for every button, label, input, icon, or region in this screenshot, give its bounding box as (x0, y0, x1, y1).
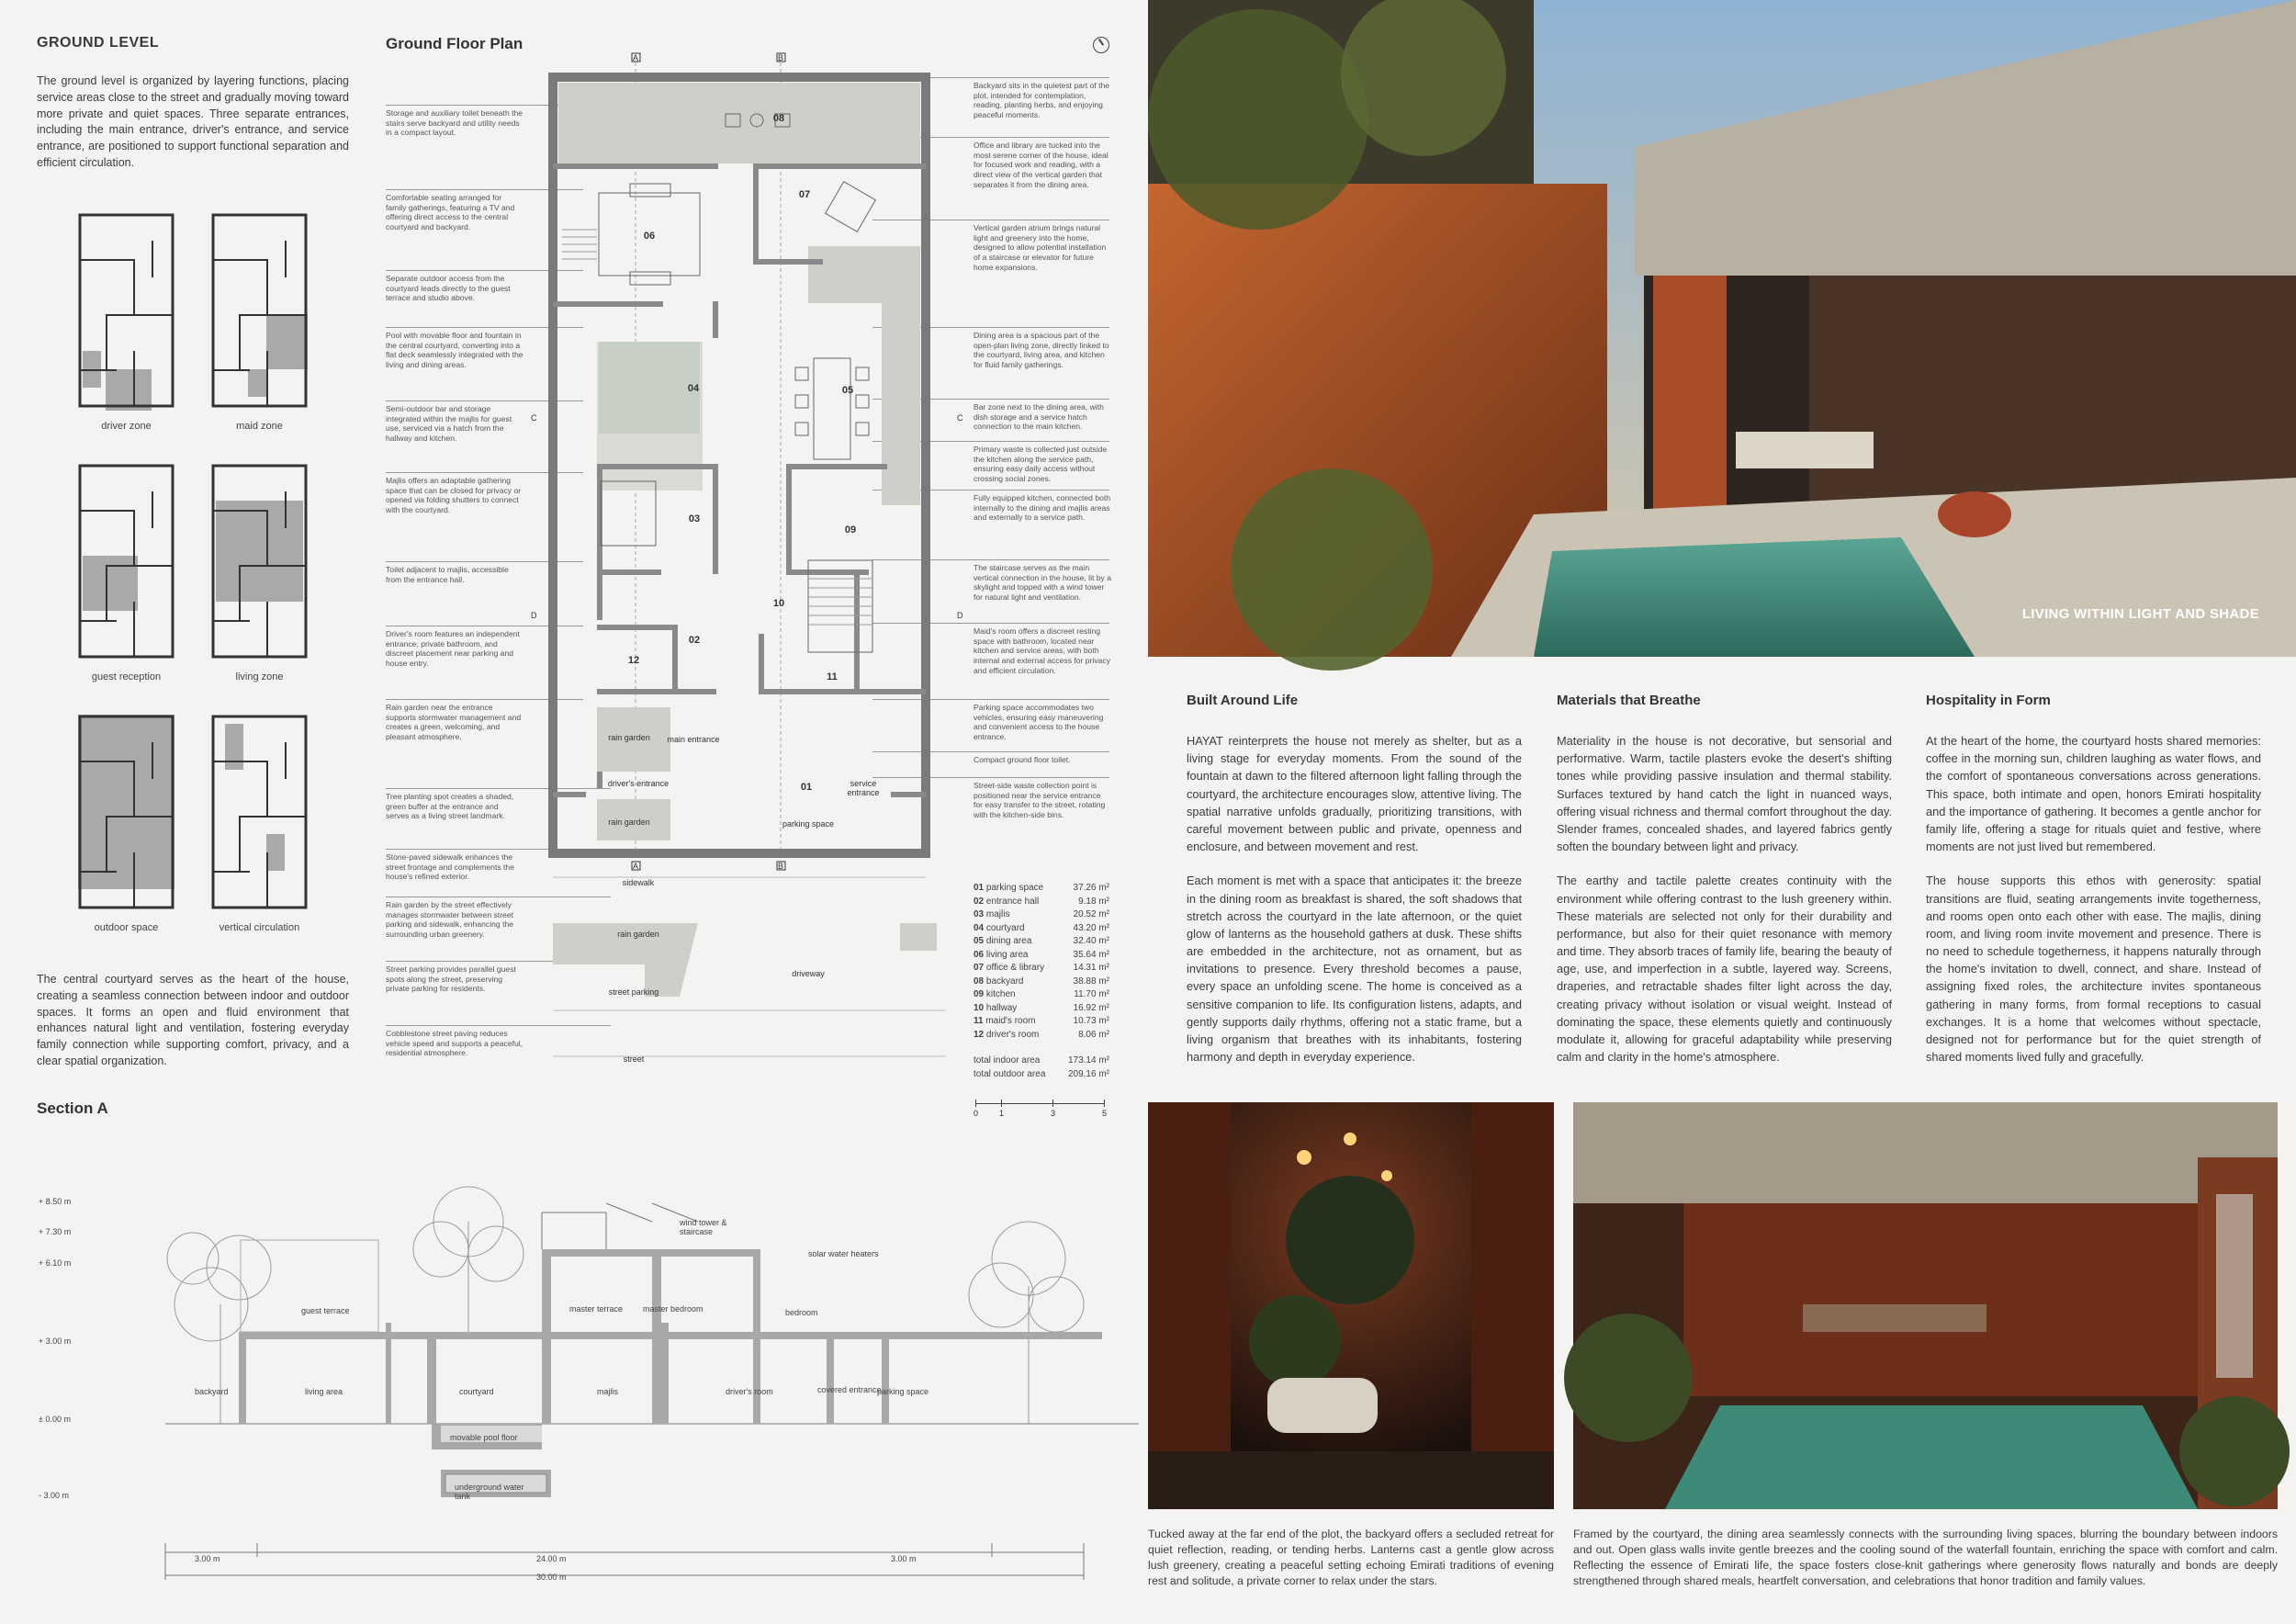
section-title: Section A (37, 1100, 108, 1117)
level-marker: + 8.50 m (39, 1197, 72, 1206)
room-area: 16.92 m² (1073, 1002, 1109, 1013)
hero-caption: LIVING WITHIN LIGHT AND SHADE (2021, 606, 2259, 622)
room-name: 01 parking space (974, 883, 1044, 893)
plan-note-left: Separate outdoor access from the courtyard leads directly to the guest terrace and studio above. (386, 274, 511, 303)
room-area: 10.73 m² (1073, 1016, 1109, 1026)
section-label: living area (305, 1387, 343, 1396)
room-name: 10 hallway (974, 1002, 1018, 1013)
dining-caption: Framed by the courtyard, the dining area seamlessly connects with the surrounding living spaces, blurring the boundary between indoors and out. Open glass walls invite gentle breezes and the cooling sound of the waterfall fountain, enriching the space with comfort and calm. Reflecting the essence of Emirati life, the space fosters close-knit gatherings where generosity flows naturally and bonds are deeply strengthened through shared meals, heartfelt conversation, and celebrations that honor tradition and family values. (1573, 1528, 2278, 1587)
room-label-03: 03 (688, 513, 701, 524)
plan-marker-b-bottom: B (778, 862, 784, 871)
plan-note-left: Majlis offers an adaptable gathering space that can be closed for privacy or opened via folding shutters to connect with the courtyard. (386, 476, 522, 515)
room-row (974, 1002, 1109, 1016)
room-code: 01 (974, 883, 985, 893)
ground-floor-plan (531, 46, 964, 1084)
column-heading: Materials that Breathe (1557, 693, 1701, 708)
plan-note-right: Primary waste is collected just outside the kitchen along the service path, ensuring easy daily access without crossing social zones. (974, 445, 1108, 484)
column-heading: Built Around Life (1187, 693, 1299, 708)
section-label: wind tower & staircase (680, 1218, 727, 1236)
room-area: 20.52 m² (1073, 909, 1109, 919)
room-row (974, 1015, 1109, 1029)
plan-note-left: Pool with movable floor and fountain in the central courtyard, converting into a flat deck seamlessly integrated with the living and dining areas. (386, 331, 523, 370)
zone-label: maid zone (236, 421, 283, 432)
room-label-09: 09 (844, 524, 857, 536)
room-label-04: 04 (687, 383, 700, 394)
zone-label: outdoor space (94, 922, 159, 933)
plan-title: Ground Floor Plan (386, 35, 523, 52)
column-paragraph: Materiality in the house is not decorative, but sensorial and performative. Warm, tactile plasters evoke the desert's shifting tones while providing passive insulation and thermal stability. Surfaces textured by hand catch the light in nuanced ways, offering visual richness and thermal comfort throughout the day. Slender frames, concealed shades, and layered fabrics gently soften the boundary between light and privacy. (1557, 734, 1892, 854)
label-rain-garden-2: rain garden (608, 818, 650, 827)
plan-note-left: Rain garden near the entrance supports stormwater management and creates a green, welcoming, and pleasant atmosphere. (386, 703, 522, 742)
zone-diagram-5 (78, 715, 179, 933)
room-area: 32.40 m² (1073, 936, 1109, 946)
section-label: master bedroom (643, 1304, 703, 1314)
room-area: 35.64 m² (1073, 949, 1109, 960)
backyard-caption: Tucked away at the far end of the plot, the backyard offers a secluded retreat for quiet reflection, reading, or tending herbs. Lanterns cast a gentle glow across lush greenery, creating a peaceful setting echoing Emirati traditions of evening rest and solitude, a private corner to relax under the stars. (1148, 1528, 1554, 1587)
total-name: total outdoor area (974, 1068, 1046, 1079)
room-label-05: 05 (841, 385, 854, 396)
ground-level-intro: The ground level is organized by layering functions, placing service areas close to the street and gradually moving toward more private and quiet spaces. Three separate entrances, including the main entrance, driver's entrance, and service entrance, are positioned to support functional separation and efficient circulation. (37, 74, 349, 169)
plan-note-right: Parking space accommodates two vehicles, ensuring easy maneuvering and convenient access to the house entrance. (974, 703, 1104, 742)
plan-note-right: Street-side waste collection point is positioned near the service entrance for easy transfer to the street, rotating with the kitchen-side bins. (974, 781, 1106, 820)
scale-tick-label: 1 (999, 1109, 1005, 1118)
zone-plan-thumbnail (211, 213, 308, 408)
plan-marker-d-left: D (531, 611, 537, 620)
plan-note-left: Tree planting spot creates a shaded, green buffer at the entrance and serves as a living street landmark. (386, 792, 514, 821)
label-street: street (623, 1054, 645, 1064)
section-label: master terrace (569, 1304, 624, 1314)
room-label-08: 08 (772, 113, 785, 124)
room-code: 10 (974, 1002, 985, 1013)
section-dimension: 30.00 m (536, 1573, 567, 1582)
label-service-entrance: service entrance (847, 779, 880, 797)
room-row (974, 976, 1109, 989)
ground-level-title: GROUND LEVEL (37, 35, 160, 51)
scale-tick-label: 3 (1051, 1109, 1056, 1118)
level-marker: ± 0.00 m (39, 1415, 71, 1424)
room-name: 07 office & library (974, 963, 1045, 973)
room-area: 38.88 m² (1073, 976, 1109, 987)
column-paragraph: The house supports this ethos with generosity: spatial transitions are fluid, seating arrangements invite togetherness, and rooms open onto each other with ease. The majlis, dining room, and living room invite movement and presence. There is no need to schedule togetherness, it happens naturally through the home's invitation to dwell, connect, and share. Instead of assigning fixed roles, the architecture invites spontaneous gathering in many forms, from formal receptions to casual exchanges. It is a home that welcomes without spectacle, designed not for performance but for the quiet strength of shared moments lived fully and gracefully. (1926, 874, 2261, 1065)
room-row (974, 882, 1109, 896)
plan-marker-c-right: C (957, 413, 963, 423)
level-marker: + 3.00 m (39, 1336, 72, 1346)
room-code: 02 (974, 896, 985, 907)
zone-label: driver zone (101, 421, 152, 432)
zone-plan-thumbnail (78, 715, 174, 909)
zone-plan-thumbnail (78, 213, 174, 408)
scale-tick-label: 0 (974, 1109, 979, 1118)
scale-tick-label: 5 (1102, 1109, 1108, 1118)
room-code: 09 (974, 989, 985, 999)
room-area: 43.20 m² (1073, 922, 1109, 933)
room-row (974, 1029, 1109, 1043)
plan-note-right: The staircase serves as the main vertical connection in the house, lit by a skylight and topped with a wind tower for natural light and ventilation. (974, 563, 1112, 603)
section-label: majlis (597, 1387, 619, 1396)
plan-note-left: Stone-paved sidewalk enhances the street frontage and complements the house's refined exterior. (386, 852, 514, 882)
zone-label: guest reception (91, 671, 162, 682)
room-code: 06 (974, 949, 985, 960)
room-row (974, 949, 1109, 963)
plan-marker-b-top: B (778, 53, 784, 62)
dining-photo (1573, 1102, 2278, 1509)
room-code: 04 (974, 922, 985, 933)
text-column (1187, 693, 1522, 1082)
section-label: parking space (877, 1387, 929, 1396)
column-paragraph: HAYAT reinterprets the house not merely as shelter, but as a living stage for everyday moments. From the sound of the fountain at dawn to the filtered afternoon light falling through the courtyard, the architecture encourages slow, attentive living. The spatial narrative unfolds gradually, prioritizing transitions, with careful movement between public and private, openness and enclosure, and between movement and rest. (1187, 734, 1522, 854)
dining-render (1573, 1102, 2278, 1509)
room-row (974, 908, 1109, 922)
room-code: 08 (974, 976, 985, 987)
plan-marker-c-left: C (531, 413, 537, 423)
plan-note-left: Semi-outdoor bar and storage integrated within the majlis for guest use, serviced via a hatch from the hallway and kitchen. (386, 404, 512, 444)
room-name: 08 backyard (974, 976, 1024, 987)
room-label-11: 11 (827, 671, 838, 682)
room-row (974, 988, 1109, 1002)
room-area: 11.70 m² (1074, 989, 1109, 999)
room-label-10: 10 (772, 598, 785, 609)
room-row (974, 962, 1109, 976)
plan-marker-d-right: D (957, 611, 963, 620)
level-marker: + 6.10 m (39, 1258, 72, 1268)
room-row (974, 896, 1109, 909)
section-label: covered entrance (817, 1385, 882, 1394)
room-name: 06 living area (974, 949, 1029, 960)
room-area: 37.26 m² (1073, 883, 1109, 893)
plan-note-left: Storage and auxiliary toilet beneath the stairs serve backyard and utility needs in a compact layout. (386, 108, 523, 138)
zone-plan-thumbnail (211, 464, 308, 659)
room-name: 12 driver's room (974, 1029, 1040, 1040)
column-paragraph: At the heart of the home, the courtyard hosts shared memories: coffee in the morning sun, children laughing as water flows, and the comfort of spontaneous conversations across generations. This space, both intimate and open, honors Emirati hospitality and the importance of gathering. It becomes a gentle anchor for family life, offering a stage for rituals quiet and festive, where moments are not just lived but remembered. (1926, 734, 2261, 854)
label-rain-garden-street: rain garden (617, 930, 659, 939)
room-name: 11 maid's room (974, 1016, 1036, 1026)
section-drawing (165, 1167, 1139, 1589)
plan-marker-a-bottom: A (633, 862, 639, 871)
plan-note-right: Bar zone next to the dining area, with dish storage and a service hatch connection to the main kitchen. (974, 402, 1104, 432)
plan-note-left: Cobblestone street paving reduces vehicle speed and supports a peaceful, residential atmosphere. (386, 1029, 523, 1058)
label-driveway: driveway (792, 969, 825, 978)
label-main-entrance: main entrance (667, 735, 720, 744)
room-name: 02 entrance hall (974, 896, 1040, 907)
room-name: 03 majlis (974, 909, 1010, 919)
plan-note-right: Compact ground floor toilet. (974, 755, 1071, 764)
scale-bar (974, 1098, 1109, 1122)
courtyard-render (1148, 0, 2296, 657)
section-dimension: 24.00 m (536, 1554, 567, 1563)
room-label-12: 12 (627, 655, 640, 666)
section-label: movable pool floor (450, 1433, 518, 1442)
room-area: 9.18 m² (1078, 896, 1109, 907)
room-name: 09 kitchen (974, 989, 1016, 999)
plan-note-right: Backyard sits in the quietest part of the plot, intended for contemplation, reading, planting herbs, and enjoying peaceful moments. (974, 81, 1110, 120)
plan-note-left: Rain garden by the street effectively manages stormwater between street parking and sidewalk, enhancing the surrounding urban greenery. (386, 900, 514, 940)
text-column (1926, 693, 2261, 1082)
room-area: 14.31 m² (1073, 963, 1109, 973)
total-name: total indoor area (974, 1055, 1041, 1066)
zone-diagram-4 (211, 464, 312, 682)
column-paragraph: Each moment is met with a space that anticipates it: the breeze in the dining room as breakfast is shared, the soft shadows that stretch across the courtyard in the late afternoon, or the quiet glow of lanterns as the household gathers at dusk. These shifts are embedded in the architecture, not as ornament, but as invitations to presence. Every threshold becomes a pause, every space an unfolding scene. The home is conceived as a sensitive companion to life. Its configuration listens, adapts, and gently supports daily rhythms, offering not a static frame, but a living organism that breathes with its inhabitants, fostering harmony and depth in everyday experience. (1187, 874, 1522, 1065)
label-sidewalk: sidewalk (622, 878, 655, 887)
backyard-photo (1148, 1102, 1554, 1509)
room-label-06: 06 (643, 231, 656, 242)
north-arrow-icon (1093, 37, 1109, 53)
section-label: backyard (195, 1387, 229, 1396)
zone-plan-thumbnail (78, 464, 174, 659)
room-name: 04 courtyard (974, 922, 1025, 933)
room-label-07: 07 (798, 189, 811, 200)
room-code: 11 (974, 1016, 984, 1026)
section-label: bedroom (785, 1308, 818, 1317)
room-area: 8.06 m² (1078, 1029, 1109, 1040)
zone-label: living zone (235, 671, 284, 682)
label-parking-space: parking space (782, 819, 835, 829)
label-street-parking: street parking (608, 987, 659, 997)
zone-diagram-2 (211, 213, 312, 432)
column-heading: Hospitality in Form (1926, 693, 2051, 708)
courtyard-text: The central courtyard serves as the heart of the house, creating a seamless connection between indoor and outdoor spaces. It forms an open and fluid environment that enhances natural light and ventilation, fostering everyday family connection while supporting comfort, privacy, and a clear spatial organization. (37, 973, 349, 1067)
backyard-render (1148, 1102, 1554, 1509)
plan-note-right: Maid's room offers a discreet resting space with bathroom, located near kitchen and service areas, with both internal and external access for privacy and efficient circulation. (974, 626, 1111, 675)
plan-note-left: Driver's room features an independent entrance, private bathroom, and discreet placement near parking and house entry. (386, 629, 520, 669)
room-name: 05 dining area (974, 936, 1032, 946)
total-row (974, 1054, 1109, 1068)
zone-plan-thumbnail (211, 715, 308, 909)
zone-label: vertical circulation (219, 922, 300, 933)
room-code: 12 (974, 1029, 985, 1040)
plan-note-left: Street parking provides parallel guest spots along the street, preserving private parking for residents. (386, 964, 516, 994)
room-code: 03 (974, 909, 985, 919)
column-paragraph: The earthy and tactile palette creates continuity with the environment while offering contrast to the lush greenery within. These materials are selected not only for their durability and performance, but also for their quiet resonance with memory and time. They absorb traces of family life, bearing the beauty of age, use, and imperfection in a subtle, layered way. Screens, draperies, and retractable shades filter light across the day, creating privacy without isolation or visual weight. Instead of dominating the space, these elements quietly and continuously modulate it, allowing for graceful adaptability while preserving calm and clarity in the home's atmosphere. (1557, 874, 1892, 1065)
room-code: 07 (974, 963, 985, 973)
total-area: 173.14 m² (1067, 1055, 1109, 1066)
section-label: guest terrace (301, 1306, 350, 1315)
room-code: 05 (974, 936, 985, 946)
plan-note-left: Toilet adjacent to majlis, accessible from the entrance hall. (386, 565, 509, 584)
plan-note-right: Vertical garden atrium brings natural light and greenery into the home, designed to allow potential installation of a staircase or elevator for future home expansions. (974, 223, 1107, 272)
plan-note-right: Dining area is a spacious part of the open-plan living zone, directly linked to the courtyard, living area, and kitchen for fluid family gatherings. (974, 331, 1109, 370)
zone-diagram-3 (78, 464, 179, 682)
level-marker: + 7.30 m (39, 1227, 72, 1236)
zone-diagram-6 (211, 715, 312, 933)
section-label: underground water tank (455, 1483, 524, 1501)
room-row (974, 935, 1109, 949)
plan-note-right: Fully equipped kitchen, connected both internally to the dining and majlis areas and externally to a service path. (974, 493, 1111, 523)
section-label: driver's room (726, 1387, 773, 1396)
room-label-01: 01 (800, 782, 813, 793)
section-dimension: 3.00 m (195, 1554, 220, 1563)
label-rain-garden-1: rain garden (608, 733, 650, 742)
text-column (1557, 693, 1892, 1082)
hero-photo (1148, 0, 2296, 657)
zone-diagram-1 (78, 213, 179, 432)
plan-marker-a-top: A (633, 53, 639, 62)
room-row (974, 922, 1109, 936)
plan-note-left: Comfortable seating arranged for family gatherings, featuring a TV and offering direct access to the central courtyard and backyard. (386, 193, 515, 232)
room-schedule (974, 882, 1109, 1122)
plan-note-right: Office and library are tucked into the most serene corner of the house, ideal for focused work and reading, with a direct view of the vertical garden that separates it from the dining area. (974, 141, 1109, 189)
total-area: 209.16 m² (1067, 1068, 1109, 1079)
section-label: courtyard (459, 1387, 494, 1396)
total-row (974, 1068, 1109, 1082)
level-marker: - 3.00 m (39, 1491, 70, 1500)
room-label-02: 02 (688, 635, 701, 646)
section-dimension: 3.00 m (891, 1554, 917, 1563)
section-label: solar water heaters (808, 1249, 879, 1258)
label-drivers-entrance: driver's entrance (607, 779, 670, 788)
